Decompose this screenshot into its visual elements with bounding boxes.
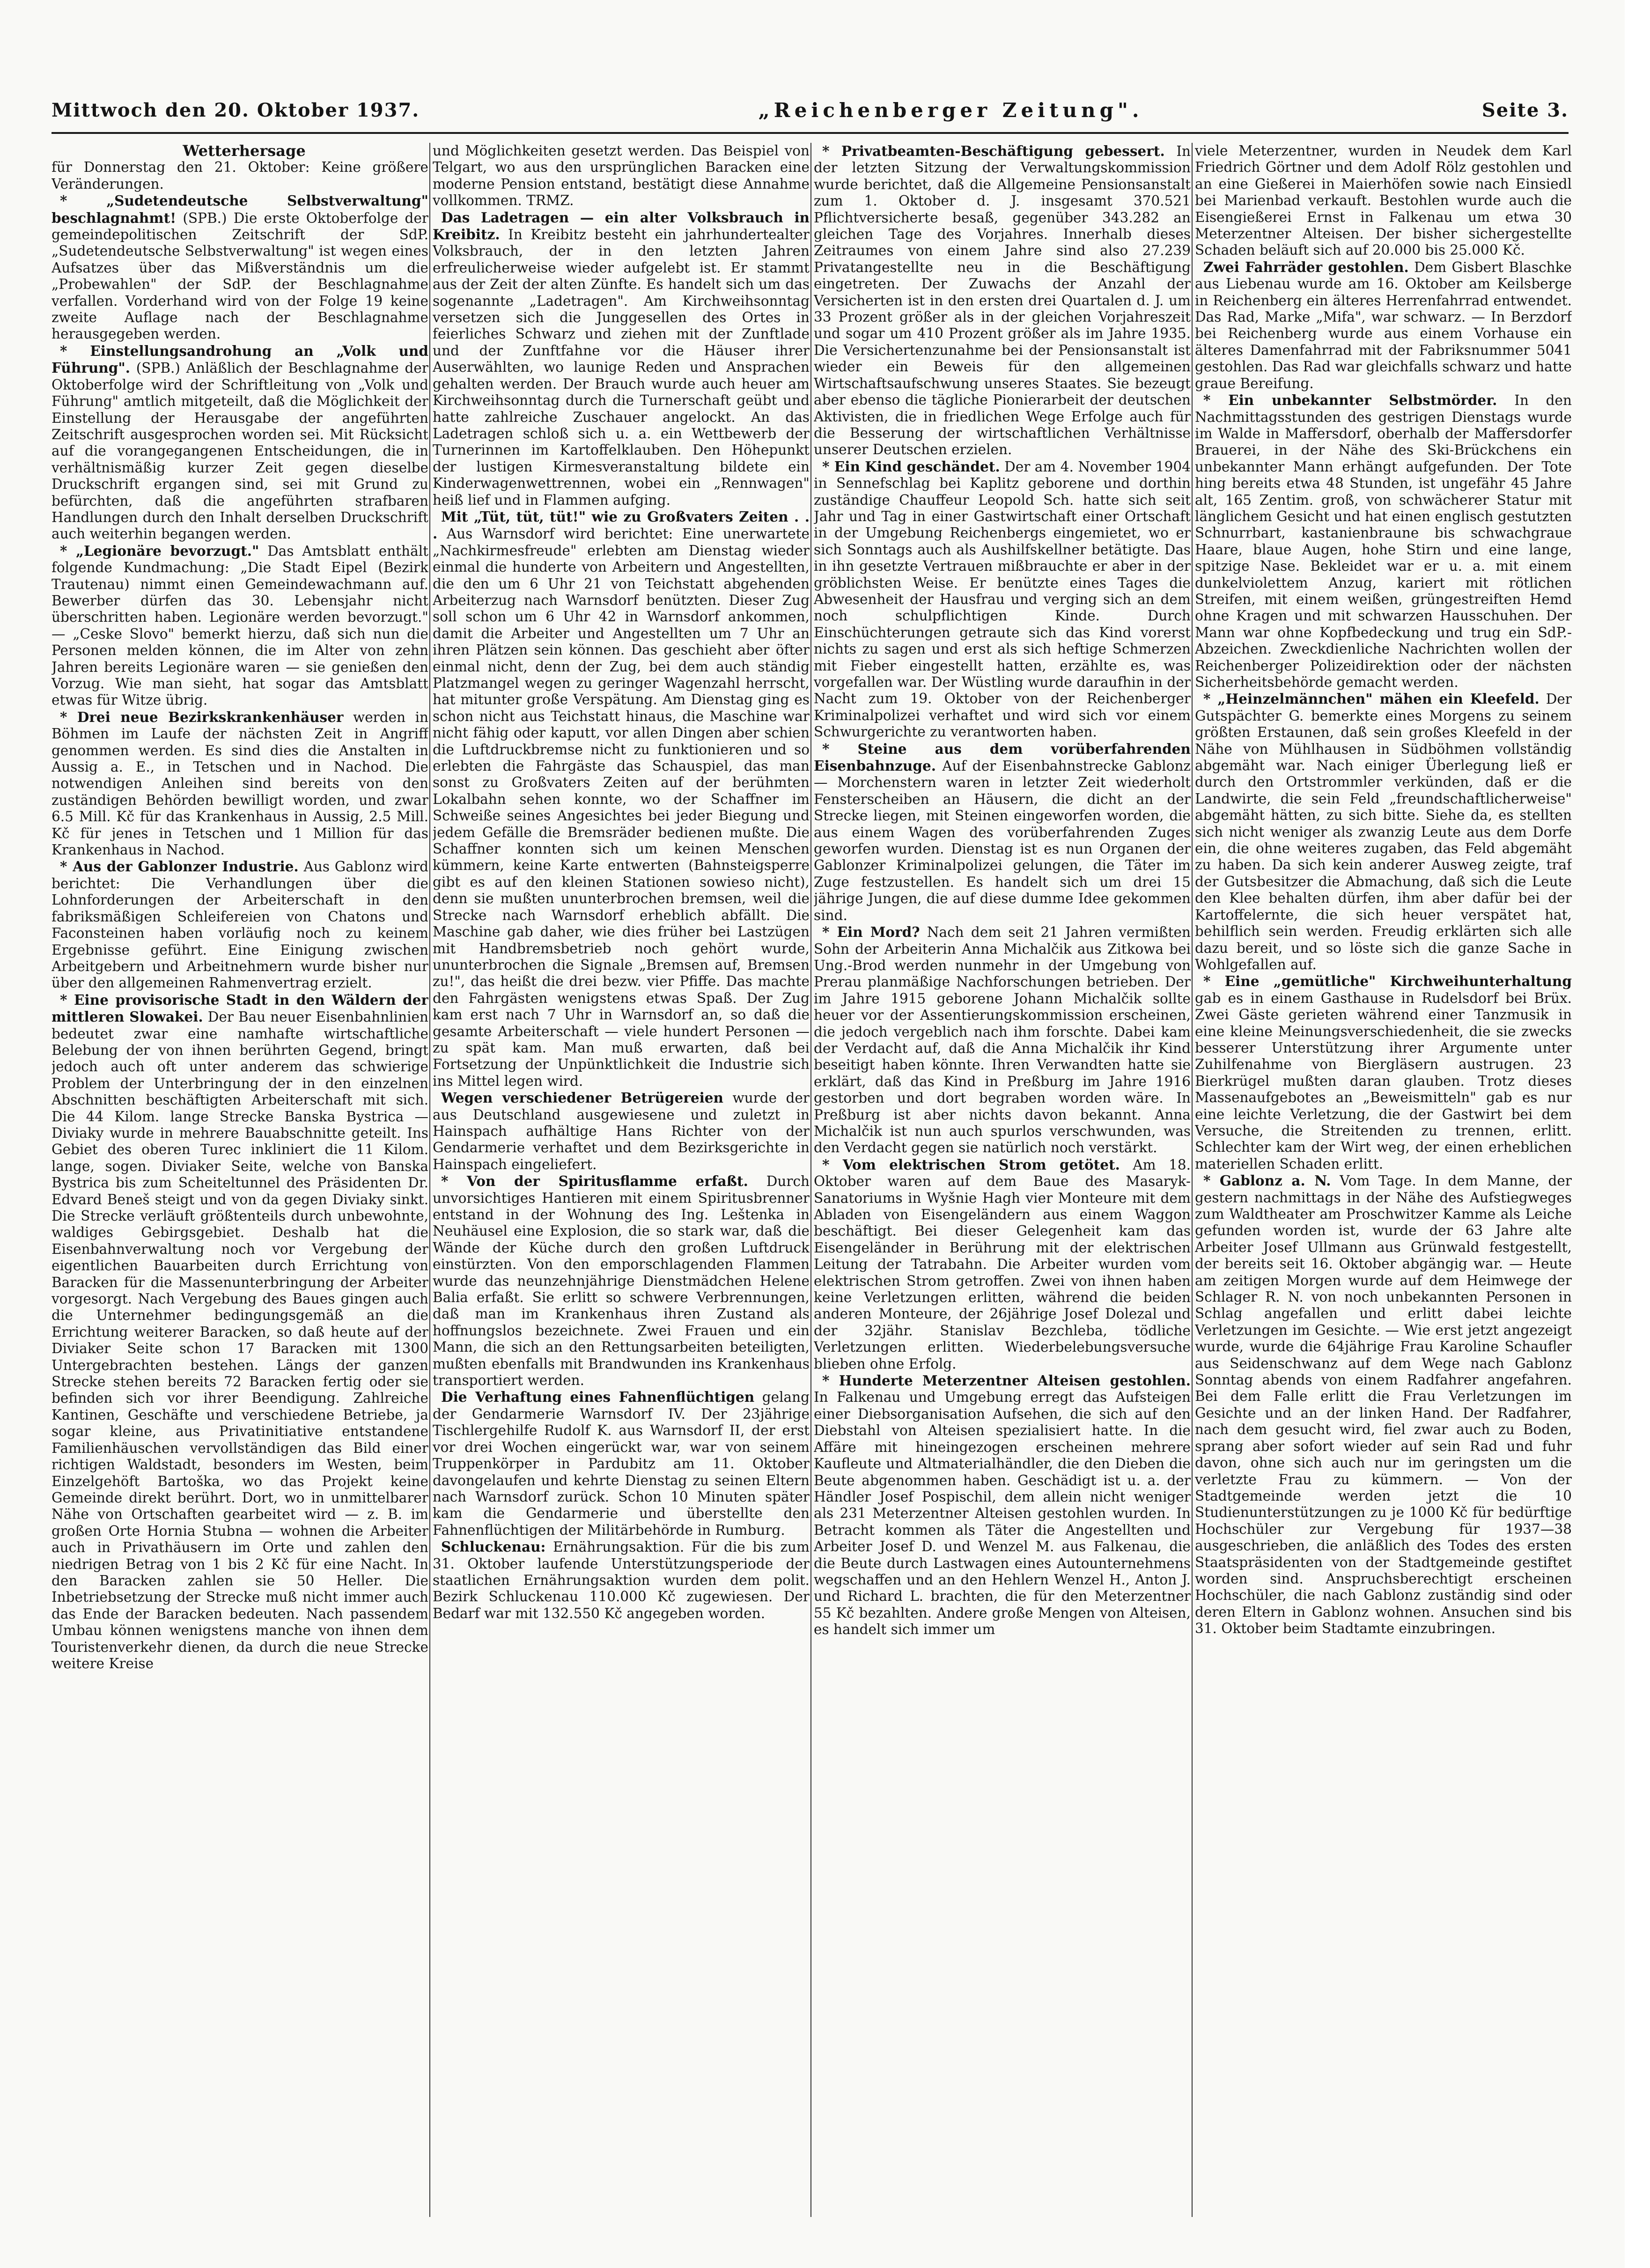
article-paragraph: * Eine provisorische Stadt in den Wäldern der mittleren Slowakei. Der Bau neuer Eisenbahnlinien bedeutet zwar eine namhafte wirtschaftliche Belebung der von ihnen berührten Gegend, bringt jedoch auch oft unter anderem das schwierige Problem der Unterbringung der in den einzelnen Abschnitten beschäftigten Arbeiterschaft mit sich. Die 44 Kilom. lange Strecke Banska Bystrica — Diviaky wurde in mehrere Bauabschnitte geteilt. Ins Gebiet des oberen Turec inkliniert die 11 Kilom. lange, sogen. Diviaker Seite, welche von Banska Bystrica bis zum Scheiteltunnel des Präsidenten Dr. Edvard Beneš steigt und von da gegen Diviaky sinkt. Die Strecke verläuft größtenteils durch unbewohnte, waldiges Gebirgsgebiet. Deshalb hat die Eisenbahnverwaltung noch vor Vergebung der eigentlichen Bauarbeiten durch Errichtung von Baracken für die Massenunterbringung der Arbeiter vorgesorgt. Nach Vergebung des Baues gingen auch die Unternehmer bedingungsgemäß an die Errichtung weiterer Baracken, so daß heute auf der Diviaker Seite schon 17 Baracken mit 1300 Untergebrachten bestehen. Längs der ganzen Strecke stehen bereits 72 Baracken fertig oder sie befinden sich vor ihrer Beendigung. Zahlreiche Kantinen, Geschäfte und verschiedene Betriebe, ja sogar kleine, aus Privatinitiative entstandene Familienhäuschen vervollständigen das Bild einer richtigen Waldstadt, besonders im Westen, beim Einzelgehöft Bartoška, wo das Projekt keine Gemeinde direkt berührt. Dort, wo in unmittelbarer Nähe von Ortschaften gearbeitet wird — z. B. im großen Orte Hornia Stubna — wohnen die Arbeiter auch in Privathäusern im Orte und zahlen den niedrigen Betrag von 1 bis 2 Kč für eine Nacht. In den Baracken zahlen sie 50 Heller. Die Inbetriebsetzung der Strecke muß nicht immer auch das Ende der Baracken bedeuten. Nach passendem Umbau können wenigstens manche von ihnen dem Touristenverkehr dienen, da durch die neue Strecke weitere Kreise bbox=[52, 991, 428, 1672]
article-paragraph: Das Ladetragen — ein alter Volksbrauch in Kreibitz. In Kreibitz besteht ein jahrhundertealter Volksbrauch, der in den letzten Jahren erfreulicherweise wieder aufgelebt ist. Er stammt aus der Zeit der alten Zünfte. Es handelt sich um das sogenannte „Ladetragen". Am Kirchweihsonntag versetzen sich die Junggesellen des Ortes in feierliches Schwarz und ziehen mit der Zunftlade und der Zunftfahne vor die Häuser ihrer Auserwählten, wo launige Reden und Ansprachen gehalten werden. Der Brauch wurde auch heuer am Kirchweihsonntag durch die Turnerschaft geübt und hatte zahlreiche Zuschauer angelockt. An das Ladetragen schloß sich u. a. ein Wettbewerb der Turnerinnen im Kartoffelklauben. Den Höhepunkt der lustigen Kirmesveranstaltung bildete ein Kinderwagenwettrennen, wobei ein „Rennwagen" heiß lief und in Flammen aufging. bbox=[433, 209, 810, 508]
header-rule bbox=[52, 132, 1569, 134]
column-4 bbox=[1195, 143, 1572, 2222]
column-2 bbox=[433, 143, 810, 2222]
newspaper-title: „Reichenberger Zeitung". bbox=[758, 98, 1143, 122]
column-divider bbox=[1192, 143, 1193, 2217]
page-number: Seite 3. bbox=[1481, 99, 1569, 121]
column-1 bbox=[52, 143, 428, 2222]
article-paragraph: * Aus der Gablonzer Industrie. Aus Gablonz wird berichtet: Die Verhandlungen über die Lohnforderungen der Arbeiterschaft in den fabriksmäßigen Schleifereien von Chatons und Faconsteinen haben vorläufig noch zu keinem Ergebnisse geführt. Eine Einigung zwischen Arbeitgebern und Arbeitnehmern wurde bisher nur über den allgemeinen Rahmenvertrag erzielt. bbox=[52, 858, 428, 991]
article-paragraph: * „Heinzelmännchen" mähen ein Kleefeld. Der Gutspächter G. bemerkte eines Morgens zu seinem größten Erstaunen, daß sein großes Kleefeld in der Nähe von Mühlhausen in Südböhmen vollständig abgemäht war. Nach einiger Überlegung ließ er durch den Ortstrommler verkünden, daß er die Landwirte, die sein Feld „freundschaftlicherweise" abgemäht hätten, zu sich bitte. Siehe da, es stellten sich nicht weniger als zwanzig Leute aus dem Dorfe ein, die ohne weiteres zugaben, das Feld abgemäht zu haben. Da sich kein anderer Ausweg zeigte, traf der Gutsbesitzer die Abmachung, daß sich die Leute den Klee behalten dürfen, ihm aber dafür bei der Kartoffelernte, die sich heuer verspätet hat, behilflich sein werden. Freudig erklärten sich alle dazu bereit, und so löste sich die ganze Sache in Wohlgefallen auf. bbox=[1195, 691, 1572, 972]
article-paragraph: * Von der Spiritusflamme erfaßt. Durch unvorsichtiges Hantieren mit einem Spiritusbrenner entstand in der Wohnung des Ing. Leštenka in Neuhäusel eine Explosion, die so stark war, daß die Wände der Küche durch den großen Luftdruck einstürzten. Von den emporschlagenden Flammen wurde das neunzehnjährige Dienstmädchen Helene Balia erfaßt. Sie erlitt so schwere Verbrennungen, daß man im Krankenhaus ihren Zustand als hoffnungslos bezeichnete. Zwei Frauen und ein Mann, die sich an den Rettungsarbeiten beteiligten, mußten ebenfalls mit Brandwunden ins Krankenhaus transportiert werden. bbox=[433, 1173, 810, 1389]
weather-text: für Donnerstag den 21. Oktober: Keine größere Veränderungen. bbox=[52, 159, 428, 192]
article-paragraph: Schluckenau: Ernährungsaktion. Für die bis zum 31. Oktober laufende Unterstützungsperiode der staatlichen Ernährungsaktion wurden dem polit. Bezirk Schluckenau 110.000 Kč zugewiesen. Der Bedarf war mit 132.550 Kč angegeben worden. bbox=[433, 1539, 810, 1621]
article-paragraph: * „Sudetendeutsche Selbstverwaltung" beschlagnahmt! (SPB.) Die erste Oktoberfolge der gemeindepolitischen Zeitschrift der SdP. „Sudetendeutsche Selbstverwaltung" ist wegen eines Aufsatzes über das Mißverständnis um die „Probewahlen" der SdP. der Beschlagnahme verfallen. Vorderhand wird von der Folge 19 keine zweite Auflage nach der Beschlagnahme herausgegeben werden. bbox=[52, 192, 428, 342]
article-paragraph: Zwei Fahrräder gestohlen. Dem Gisbert Blaschke aus Liebenau wurde am 16. Oktober am Keilsberge in Reichenberg ein älteres Herrenfahrrad entwendet. Das Rad, Marke „Mifa", war schwarz. — In Berzdorf bei Reichenberg wurde aus einem Vorhause ein älteres Damenfahrrad mit der Fabriksnummer 5041 gestohlen. Das Rad war gleichfalls schwarz und hatte graue Bereifung. bbox=[1195, 258, 1572, 391]
article-paragraph: * Einstellungsandrohung an „Volk und Führung". (SPB.) Anläßlich der Beschlagnahme der Oktoberfolge wird der Schriftleitung von „Volk und Führung" amtlich mitgeteilt, daß die Möglichkeit der Einstellung der Herausgabe der angeführten Zeitschrift ausgesprochen worden sei. Mit Rücksicht auf die vorangegangenen Entscheidungen, die in verhältnismäßig kurzer Zeit gegen dieselbe Druckschrift ergangen sind, sei mit Grund zu befürchten, daß die angeführten strafbaren Handlungen durch den Inhalt derselben Druckschrift auch weiterhin begangen werden. bbox=[52, 342, 428, 542]
article-continuation: und Möglichkeiten gesetzt werden. Das Beispiel von Telgart, wo aus den ursprünglichen Baracken eine moderne Pension entstand, bestätigt diese Annahme vollkommen. TRMZ. bbox=[433, 143, 810, 209]
weather-heading: Wetterhersage bbox=[183, 143, 306, 160]
article-paragraph: * „Legionäre bevorzugt." Das Amtsblatt enthält folgende Kundmachung: „Die Stadt Eipel (Bezirk Trautenau) nimmt einen Gemeindewachmann auf. Bewerber dürfen das 30. Lebensjahr nicht überschritten haben. Legionäre werden bevorzugt." — „Ceske Slovo" bemerkt hierzu, daß sich nun die Personen melden können, die im Alter von zehn Jahren bereits Legionäre waren — sie genießen den Vorzug. Wie man sieht, hat sogar das Amtsblatt etwas für Witze übrig. bbox=[52, 542, 428, 708]
article-paragraph: * Hunderte Meterzentner Alteisen gestohlen. In Falkenau und Umgebung erregt das Aufsteigen einer Diebsorganisation Aufsehen, die sich auf den Diebstahl von Alteisen spezialisiert hatte. In die Affäre mit hineingezogen erscheinen mehrere Kaufleute und Altmaterialhändler, die den Dieben die Beute abgenommen haben. Geschädigt ist u. a. der Händler Josef Pospischil, dem allein nicht weniger als 231 Meterzentner Alteisen gestohlen wurden. In Betracht kommen als Täter die Angestellten und Arbeiter Josef D. und Wenzel M. aus Falkenau, die die Beute durch Lastwagen eines Autounternehmens wegschaffen und an den Hehlern Wenzel H., Anton J. und Richard L. brachten, die für den Meterzentner 55 Kč bezahlten. Andere große Mengen von Alteisen, es handelt sich immer um bbox=[814, 1372, 1191, 1638]
article-paragraph: * Privatbeamten-Beschäftigung gebessert. In der letzten Sitzung der Verwaltungskommission wurde berichtet, daß die Allgemeine Pensionsanstalt zum 1. Oktober d. J. insgesamt 370.521 Pflichtversicherte besaß, gegenüber 343.282 an gleichen Tage des Vorjahres. Innerhalb dieses Zeitraumes von einem Jahre sind also 27.239 Privatangestellte neu in die Beschäftigung eingetreten. Der Zuwachs der Anzahl der Versicherten ist in den ersten drei Quartalen d. J. um 33 Prozent größer als in der gleichen Vorjahreszeit und sogar um 410 Prozent größer als im Jahre 1935. Die Versichertenzunahme bei der Pensionsanstalt ist wieder ein Beweis für den allgemeinen Wirtschaftsaufschwung unseres Staates. Sie bezeugt aber ebenso die tägliche Pionierarbeit der deutschen Aktivisten, die in friedlichen Wege Erfolge auch für die Besserung der wirtschaftlichen Verhältnisse unserer Deutschen erzielen. bbox=[814, 143, 1191, 458]
column-3 bbox=[814, 143, 1191, 2222]
scan-margin bbox=[1625, 0, 1650, 2268]
article-paragraph: * Ein Kind geschändet. Der am 4. November 1904 in Sennefschlag bei Kaplitz geborene und dorthin zuständige Chauffeur Leopold Sch. hatte sich seit Jahr und Tag in einer Gastwirtschaft einer Ortschaft in der Umgebung Reichenbergs eingemietet, wo er sich Sonntags auch als Aushilfskellner betätigte. Das in ihn gesetzte Vertrauen mißbrauchte er aber in der gröblichsten Weise. Er benützte eines Tages die Abwesenheit der Hausfrau und verging sich an dem noch schulpflichtigen Kinde. Durch Einschüchterungen getraute sich das Kind vorerst nichts zu sagen und erst als sich heftige Schmerzen mit Fieber eingestellt hatten, erzählte es, was vorgefallen war. Der Wüstling wurde daraufhin in der Nacht zum 19. Oktober von der Reichenberger Kriminalpolizei verhaftet und wird sich vor einem Schwurgerichte zu verantworten haben. bbox=[814, 458, 1191, 740]
column-divider bbox=[810, 143, 811, 2217]
column-divider bbox=[429, 143, 430, 2217]
article-continuation: viele Meterzentner, wurden in Neudek dem Karl Friedrich Görtner und dem Adolf Rölz gestohlen und an eine Gießerei in Maierhöfen sowie nach Einsiedl bei Marienbad verkauft. Bestohlen wurde auch die Eisengießerei Ernst in Falkenau um etwa 30 Meterzentner Alteisen. Der bisher sichergestellte Schaden beläuft sich auf 20.000 bis 25.000 Kč. bbox=[1195, 143, 1572, 258]
article-paragraph: * Vom elektrischen Strom getötet. Am 18. Oktober waren auf dem Baue des Masaryk-Sanatoriums in Wyšnie Hagh vier Monteure mit dem Abladen von Eisengeländern aus einem Waggon beschäftigt. Bei dieser Gelegenheit kam das Eisengeländer in Berührung mit der elektrischen Leitung der Tatrabahn. Die Arbeiter wurden vom elektrischen Strom getroffen. Zwei von ihnen haben keine Verletzungen erlitten, während die beiden anderen Monteure, der 26jährige Josef Dolezal und der 32jähr. Stanislav Bezchleba, tödliche Verletzungen erlitten. Wiederbelebungsversuche blieben ohne Erfolg. bbox=[814, 1156, 1191, 1372]
article-paragraph: * Ein Mord? Nach dem seit 21 Jahren vermißten Sohn der Arbeiterin Anna Michalčik aus Zitkowa bei Ung.-Brod werden nunmehr in der Umgebung von Prerau planmäßige Nachforschungen betrieben. Der im Jahre 1915 geborene Johann Michalčik sollte heuer vor der Assentierungskommission erscheinen, die jedoch vergeblich nach ihm forschte. Dabei kam der Verdacht auf, daß die Anna Michalčik ihr Kind beseitigt haben könnte. Ihren Verwandten hatte sie erklärt, daß das Kind in Preßburg im Jahre 1916 gestorben und dort begraben worden wäre. In Preßburg ist aber nichts davon bekannt. Anna Michalčik ist nun auch spurlos verschwunden, was den Verdacht gegen sie natürlich noch verstärkt. bbox=[814, 924, 1191, 1156]
article-paragraph: Mit „Tüt, tüt, tüt!" wie zu Großvaters Zeiten . . . Aus Warnsdorf wird berichtet: Eine unerwartete „Nachkirmesfreude" erlebten am Dienstag wieder einmal die hunderte von Arbeitern und Angestellten, die den um 6 Uhr 21 von Teichstatt abgehenden Arbeiterzug nach Warnsdorf benützten. Dieser Zug soll schon um 6 Uhr 42 in Warnsdorf ankommen, damit die Arbeiter und Angestellten um 7 Uhr an ihren Plätzen sein können. Das geschieht aber öfter einmal nicht, denn der Zug, bei dem auch ständig Platzmangel wegen zu geringer Wagenzahl herrscht, hat mitunter große Verspätung. Am Dienstag ging es schon nicht aus Teichstatt hinaus, die Maschine war nicht fähig oder kaputt, vor allen Dingen aber schien die Luftdruckbremse nicht zu funktionieren und so erlebten die Fahrgäste das Schauspiel, das man sonst zu Großvaters Zeiten auf der berühmten Lokalbahn sehen konnte, wo der Schaffner im Schweiße seines Angesichtes bei jeder Biegung und jedem Gefälle die Bremsräder bedienen mußte. Die Schaffner konnten sich um keinen Menschen kümmern, keine Karte entwerten (Bahnsteigsperre gibt es auf den kleinen Stationen sowieso nicht), denn sie mußten ununterbrochen bremsen, weil die Strecke nach Warnsdorf erheblich abfällt. Die Maschine gab daher, wie dies früher bei Lastzügen mit Handbremsbetrieb noch gehört wurde, ununterbrochen die Signale „Bremsen auf, Bremsen zu!", das heißt die drei bezw. vier Pfiffe. Das machte den Fahrgästen wenigstens etwas Spaß. Der Zug kam erst nach 7 Uhr in Warnsdorf an, so daß die gesamte Arbeiterschaft — viele hundert Personen — zu spät kam. Man muß erwarten, daß bei Fortsetzung der Unpünktlichkeit die Industrie sich ins Mittel legen wird. bbox=[433, 508, 810, 1089]
article-paragraph: Die Verhaftung eines Fahnenflüchtigen gelang der Gendarmerie Warnsdorf IV. Der 23jährige Tischlergehilfe Rudolf K. aus Warnsdorf II, der erst vor drei Wochen eingerückt war, war von seinem Truppenkörper in Pardubitz am 11. Oktober davongelaufen und kehrte Dienstag zu seinen Eltern nach Warnsdorf zurück. Schon 10 Minuten später kam die Gendarmerie und überstellte den Fahnenflüchtigen der Militärbehörde in Rumburg. bbox=[433, 1389, 810, 1538]
article-paragraph: * Eine „gemütliche" Kirchweihunterhaltung gab es in einem Gasthause in Rudelsdorf bei Brüx. Zwei Gäste gerieten während einer Tanzmusik in eine kleine Meinungsverschiedenheit, die sie zwecks besserer Unterstützung ihrer Argumente unter Zuhilfenahme von Biergläsern austrugen. 23 Bierkrügel mußten daran glauben. Trotz dieses Massenaufgebotes an „Beweismitteln" gab es nur eine leichte Verletzung, die der Gastwirt bei dem Versuche, die Streitenden zu trennen, erlitt. Schlechter kam der Wirt weg, der einen erheblichen materiellen Schaden erlitt. bbox=[1195, 973, 1572, 1172]
article-paragraph: * Drei neue Bezirkskrankenhäuser werden in Böhmen im Laufe der nächsten Zeit in Angriff genommen werden. Es sind dies die Anstalten in Aussig a. E., in Tetschen und in Nachod. Die notwendigen Anleihen sind bereits von den zuständigen Behörden bewilligt worden, und zwar 6.5 Mill. Kč für das Krankenhaus in Aussig, 2.5 Mill. Kč für jenes in Tetschen und 1 Million für das Krankenhaus in Nachod. bbox=[52, 708, 428, 858]
article-paragraph: * Steine aus dem vorüberfahrenden Eisenbahnzuge. Auf der Eisenbahnstrecke Gablonz — Morchenstern waren in letzter Zeit wiederholt Fensterscheiben an Häusern, die dicht an der Strecke liegen, mit Steinen eingeworfen worden, die aus einem Wagen des vorüberfahrenden Zuges geworfen wurden. Dienstag ist es nun Organen der Gablonzer Kriminalpolizei gelungen, die Täter im Zuge festzustellen. Es handelt sich um drei 15 jährige Jungen, die auf diese dumme Idee gekommen sind. bbox=[814, 740, 1191, 923]
article-paragraph: Wegen verschiedener Betrügereien wurde der aus Deutschland ausgewiesene und zuletzt in Hainspach aufhältige Hans Richter von der Gendarmerie verhaftet und dem Bezirksgerichte in Hainspach eingeliefert. bbox=[433, 1090, 810, 1172]
date-line: Mittwoch den 20. Oktober 1937. bbox=[52, 99, 420, 121]
article-paragraph: * Ein unbekannter Selbstmörder. In den Nachmittagsstunden des gestrigen Dienstags wurde im Walde in Maffersdorf, oberhalb der Maffersdorfer Brauerei, in der Nähe des Ski-Brückchens ein unbekannter Mann erhängt aufgefunden. Der Tote hing bereits etwa 48 Stunden, ist ungefähr 45 Jahre alt, 165 Zentim. groß, von schwächerer Statur mit länglichem Gesicht und hat einen englisch gestutzten Schnurrbart, kastanienbraune bis schwachgraue Haare, blaue Augen, hohe Stirn und eine lange, spitzige Nase. Bekleidet war er u. a. mit einem dunkelviolettem Anzug, kariert mit rötlichen Streifen, mit einem weißen, grüngestreiften Hemd ohne Kragen und mit schwarzen Hausschuhen. Der Mann war ohne Kopfbedeckung und trug ein SdP.-Abzeichen. Zweckdienliche Nachrichten wollen der Reichenberger Polizeidirektion oder der nächsten Sicherheitsbehörde gemacht werden. bbox=[1195, 392, 1572, 690]
article-paragraph: * Gablonz a. N. Vom Tage. In dem Manne, der gestern nachmittags in der Nähe des Aufstiegweges zum Waldtheater am Proschwitzer Kamme als Leiche gefunden worden ist, wurde der 63 Jahre alte Arbeiter Josef Ullmann aus Grünwald festgestellt, der bereits seit 16. Oktober abgängig war. — Heute am zeitigen Morgen wurde auf dem Heimwege der Schlager R. N. von noch unbekannten Personen in Schlag angefallen und erlitt dabei leichte Verletzungen im Gesichte. — Wie erst jetzt angezeigt wurde, wurde die 64jährige Frau Karoline Schaufler aus Seidenschwanz auf dem Wege nach Gablonz Sonntag abends von einem Radfahrer angefahren. Bei dem Falle erlitt die Frau Verletzungen im Gesichte und an der linken Hand. Der Radfahrer, nach dem gesucht wird, fiel zwar auch zu Boden, sprang aber sofort wieder auf sein Rad und fuhr davon, ohne sich auch nur im geringsten um die verletzte Frau zu kümmern. — Von der Stadtgemeinde werden jetzt die 10 Studienunterstützungen zu je 1000 Kč für bedürftige Hochschüler zur Vergebung für 1937—38 ausgeschrieben, die anläßlich des Todes des ersten Staatspräsidenten von der Stadtgemeinde gestiftet worden sind. Anspruchsberechtigt erscheinen Hochschüler, die nach Gablonz zuständig sind oder deren Eltern in Gablonz wohnen. Ansuchen sind bis 31. Oktober beim Stadtamte einzubringen. bbox=[1195, 1172, 1572, 1637]
page-header bbox=[52, 94, 1569, 126]
